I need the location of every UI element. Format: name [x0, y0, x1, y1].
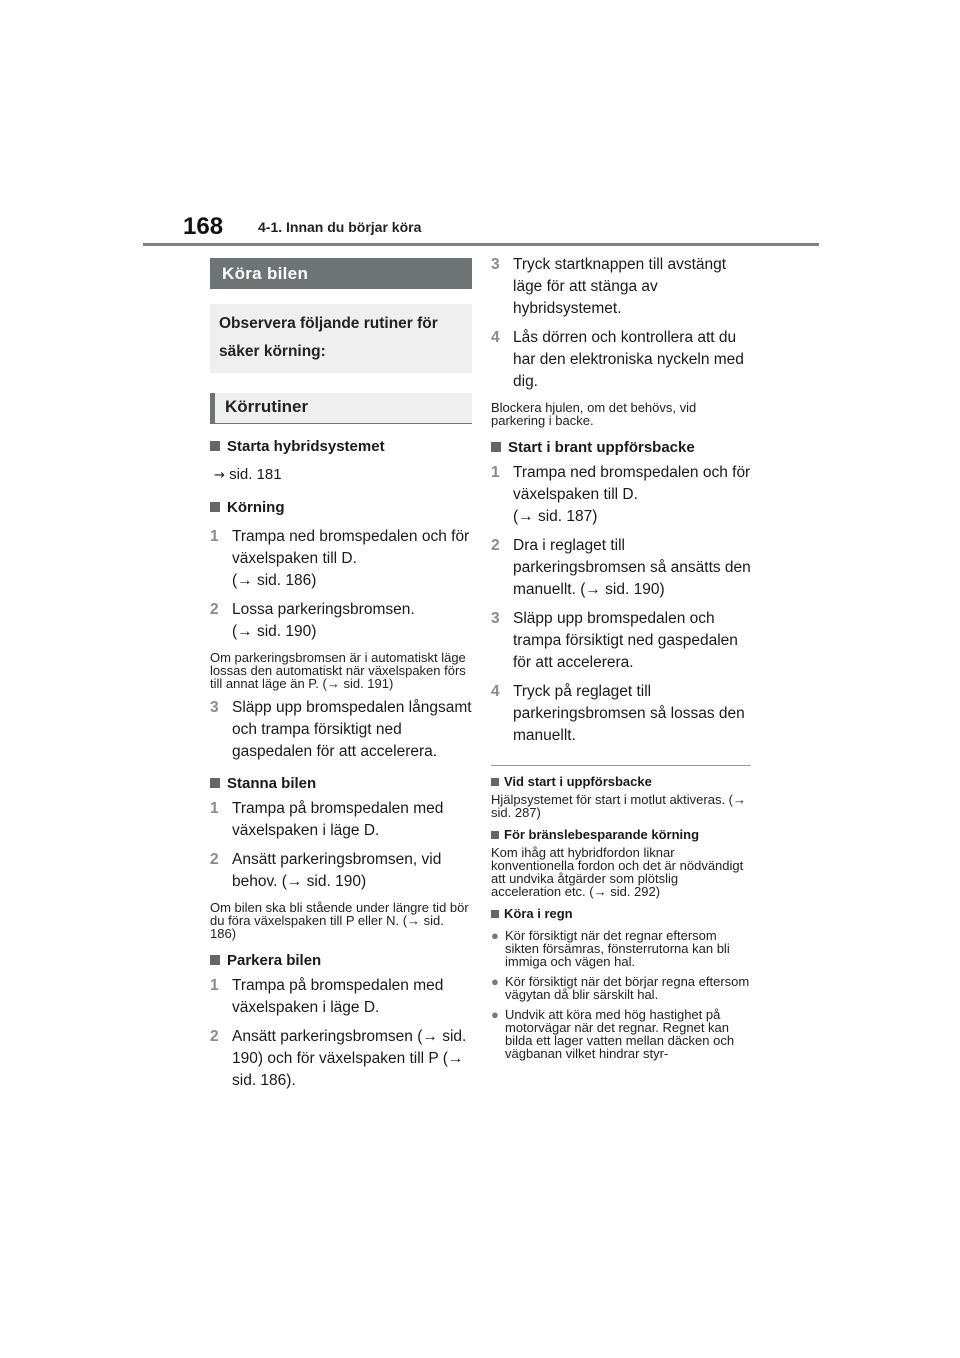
step-item: 1 Trampa på bromspedalen med växelspaken i läge D.	[210, 977, 444, 1016]
list-item: ● Undvik att köra med hög hastighet på motorvägar när det regnar. Regnet kan bilda ett lager vatten mellan däcken och vägbanan vilket hindrar styr-	[491, 1007, 735, 1061]
circle-bullet-icon: ●	[491, 928, 499, 943]
section-title: 4-1. Innan du börjar köra	[258, 219, 422, 235]
step-item: 3 Släpp upp bromspedalen långsamt och trampa försiktigt ned gaspedalen för att accelerera.	[210, 699, 472, 760]
ref-starta: → sid. 181	[214, 466, 282, 483]
square-bullet-icon	[491, 442, 501, 452]
step-item: 1 Trampa ned bromspedalen och för växelspaken till D. (→ sid. 187)	[491, 464, 751, 525]
heading-korning: Körning	[210, 497, 472, 519]
intro-box: Observera följande rutiner för säker körning:	[210, 304, 472, 373]
square-bullet-icon	[210, 955, 220, 965]
subsection-heading: Körrutiner	[210, 393, 472, 424]
step-item: 2 Ansätt parkeringsbromsen, vid behov. (→ sid. 190)	[210, 851, 442, 890]
step-item: 4 Lås dörren och kontrollera att du har den elektroniska nyckeln med dig.	[491, 329, 744, 390]
step-item: 4 Tryck på reglaget till parkeringsbromsen så lossas den manuellt.	[491, 683, 745, 744]
section-banner: Köra bilen	[210, 258, 472, 289]
arrow-icon: →	[214, 468, 225, 483]
square-bullet-icon	[210, 502, 220, 512]
heading-regn: Köra i regn	[491, 906, 751, 922]
list-item: ● Kör försiktigt när det regnar eftersom sikten försämras, fönsterrutorna kan bli immiga och vägen hal.	[491, 928, 730, 969]
note-text: Hjälpsystemet för start i motlut aktiveras. (→ sid. 287)	[491, 792, 747, 820]
step-item: 3 Släpp upp bromspedalen och trampa försiktigt ned gaspedalen för att accelerera.	[491, 610, 738, 671]
square-bullet-icon	[210, 778, 220, 788]
step-item: 2 Dra i reglaget till parkeringsbromsen så ansätts den manuellt. (→ sid. 190)	[491, 537, 751, 598]
heading-stanna: Stanna bilen	[210, 773, 472, 795]
step-item: 3 Tryck startknappen till avstängt läge för att stänga av hybridsystemet.	[491, 256, 727, 317]
divider	[491, 765, 751, 766]
note-text: Blockera hjulen, om det behövs, vid parkering i backe.	[491, 400, 697, 428]
heading-brant: Start i brant uppförsbacke	[491, 437, 751, 459]
circle-bullet-icon: ●	[491, 1007, 499, 1022]
list-item: ● Kör försiktigt när det börjar regna eftersom vägytan då blir särskilt hal.	[491, 974, 750, 1002]
square-bullet-icon	[491, 831, 499, 839]
square-bullet-icon	[491, 910, 499, 918]
page-number: 168	[183, 213, 224, 240]
note-text: Om parkeringsbromsen är i automatiskt läge lossas den automatiskt när växelspaken förs till annat läge än P. (→ sid. 191)	[210, 650, 466, 691]
right-column	[491, 254, 751, 1060]
step-item: 2 Lossa parkeringsbromsen. (→ sid. 190)	[210, 601, 415, 640]
note-text: Kom ihåg att hybridfordon liknar konventionella fordon och det är nödvändigt att undvika åtgärder som plötslig acceleration etc. (→ sid. 292)	[491, 845, 744, 899]
heading-parkera: Parkera bilen	[210, 950, 472, 972]
note-text: Om bilen ska bli stående under längre tid bör du föra växelspaken till P eller N. (→ sid. 186)	[210, 900, 469, 941]
circle-bullet-icon: ●	[491, 974, 499, 989]
square-bullet-icon	[491, 778, 499, 786]
step-item: 2 Ansätt parkeringsbromsen (→ sid. 190) och för växelspaken till P (→ sid. 186).	[210, 1028, 467, 1089]
heading-starta: Starta hybridsystemet	[210, 436, 472, 458]
heading-vid-start: Vid start i uppförsbacke	[491, 774, 751, 790]
step-item: 1 Trampa på bromspedalen med växelspaken i läge D.	[210, 800, 444, 839]
left-column	[210, 258, 472, 1092]
step-item: 1 Trampa ned bromspedalen och för växelspaken till D. (→ sid. 186)	[210, 528, 470, 589]
square-bullet-icon	[210, 441, 220, 451]
heading-bransle: För bränslebesparande körning	[491, 827, 751, 843]
header-rule	[143, 243, 819, 246]
